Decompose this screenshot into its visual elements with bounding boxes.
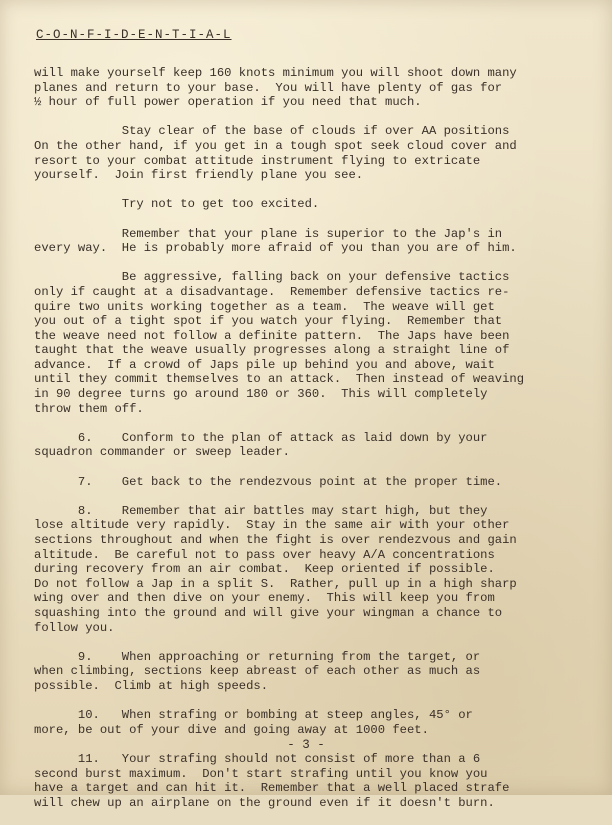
paragraph-item-10: 10. When strafing or bombing at steep angles, 45° or more, be out of your dive and going away at 1000 feet. — [34, 708, 473, 737]
document-body — [34, 66, 594, 825]
page-number: - 3 - — [287, 738, 325, 752]
paragraph-superior: Remember that your plane is superior to the Jap's in every way. He is probably more afraid of you than you are of him. — [34, 226, 517, 256]
paragraph-item-7: 7. Get back to the rendezvous point at the proper time. — [34, 474, 503, 489]
paragraph-excited: Try not to get too excited. — [34, 197, 320, 212]
paragraph-aggressive: Be aggressive, falling back on your defensive tactics only if caught at a disadvantage. Remember defensive tactics re- quire two units working together as a team. The weave will get you out of a tight spot if you watch your flying. Remember that the weave need not follow a definite pattern. The Japs have been taught that the weave usually progresses along a straight line of advance. If a crowd of Japs pile up behind you and above, wait until they commit themselves to an attack. Then instead of weaving in 90 degree turns go around 180 or 360. This will completely throw them off. — [34, 270, 525, 416]
paragraph-item-11: 11. Your strafing should not consist of more than a 6 second burst maximum. Don't start strafing until you know you have a target and can hit it. Remember that a well placed strafe will chew up an airplane on the ground even if it doesn't burn. — [34, 751, 510, 810]
paragraph-continuation: will make yourself keep 160 knots minimum you will shoot down many planes and return to your base. You will have plenty of gas for ½ hour of full power operation if you need that much. — [34, 66, 517, 110]
confidential-header: C-O-N-F-I-D-E-N-T-I-A-L — [36, 28, 232, 42]
paragraph-clouds: Stay clear of the base of clouds if over AA positions On the other hand, if you get in a tough spot seek cloud cover and resort to your combat attitude instrument flying to extricate yourself. Join first friendly plane you see. — [34, 124, 517, 183]
paragraph-item-6: 6. Conform to the plan of attack as laid down by your squadron commander or sweep leader. — [34, 430, 488, 460]
paragraph-item-9: 9. When approaching or returning from the target, or when climbing, sections keep abreast of each other as much as possible. Climb at high speeds. — [34, 649, 481, 693]
paragraph-item-8: 8. Remember that air battles may start high, but they lose altitude very rapidly. Stay in the same air with your other sections throughout and when the fight is over rendezvous and gain altitude. Be careful not to pass over heavy A/A concentrations during recovery from an air combat. Keep oriented if possible. Do not follow a Jap in a split S. Rather, pull up in a high sharp wing over and then dive on your enemy. This will keep you from squashing into the ground and will give your wingman a chance to follow you. — [34, 503, 517, 635]
